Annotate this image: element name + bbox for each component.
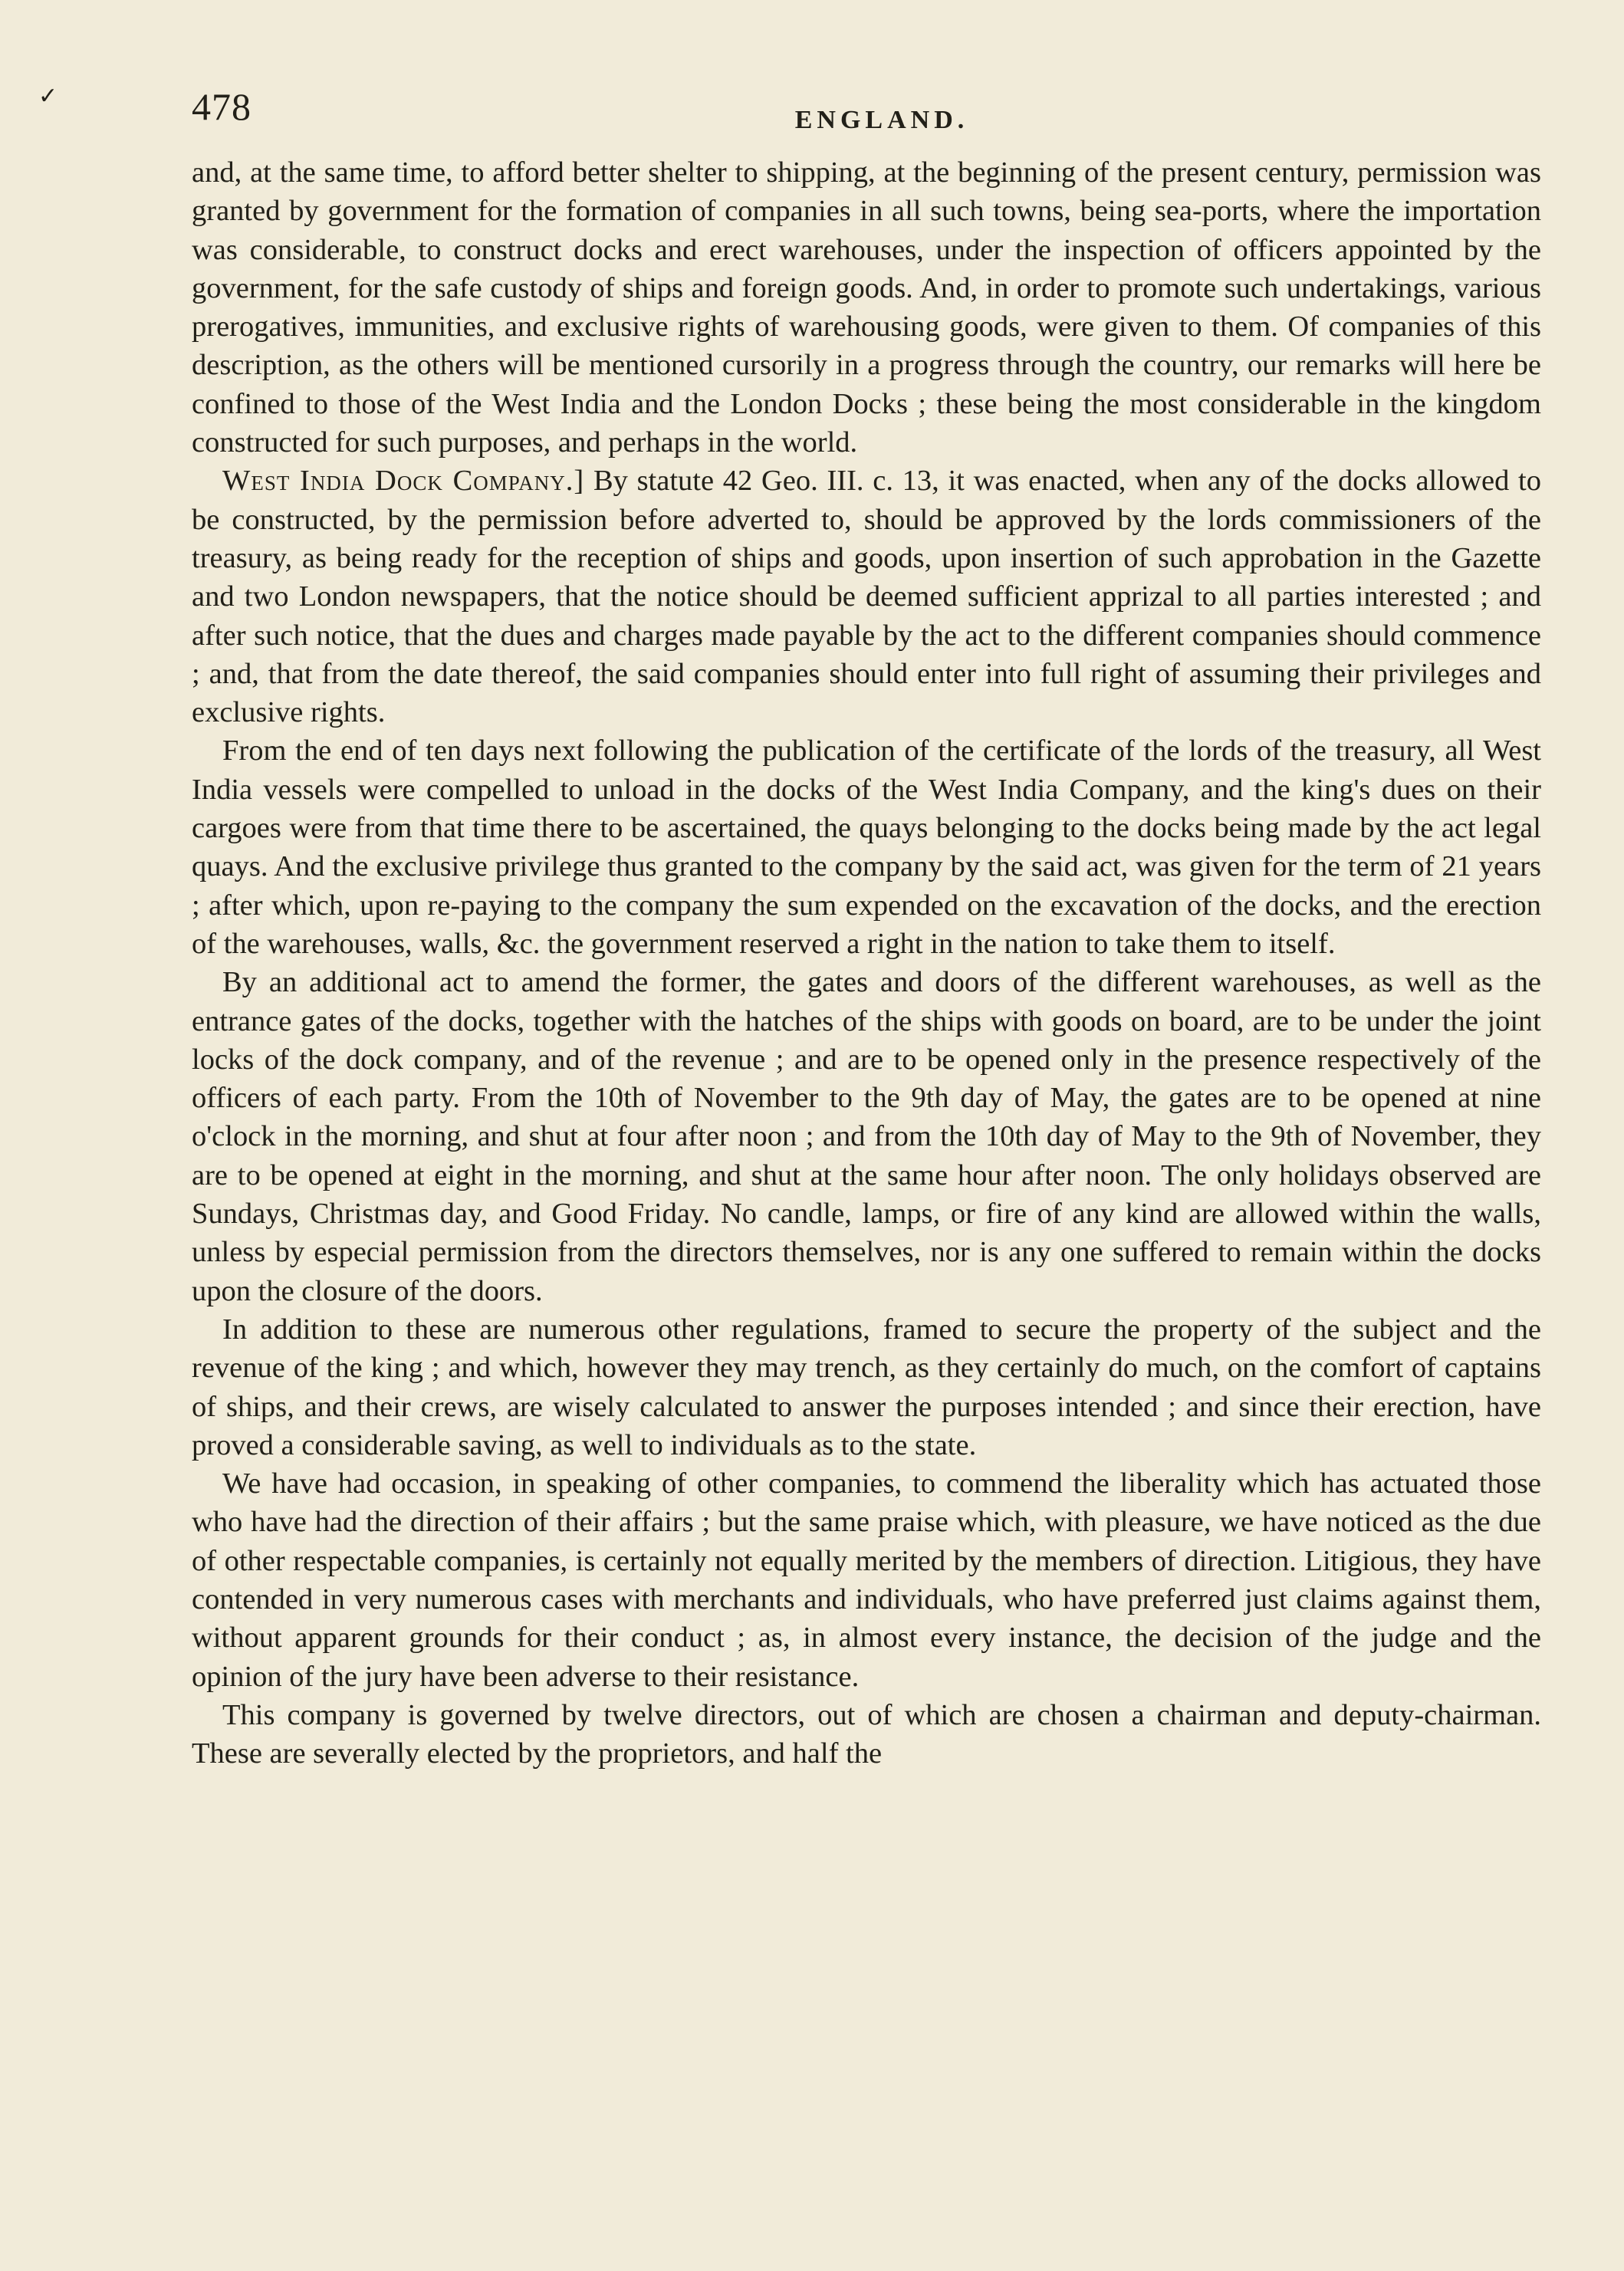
section-heading-west-india-dock-company: West India Dock Company.] xyxy=(222,465,585,498)
paragraph-3 xyxy=(192,731,1541,963)
paragraph-text: We have had occasion, in speaking of other companies, to commend the liberality which has actuated those who have had the direction of their affairs ; but the same praise which, with pleasure, we have noticed as the due of other respectable companies, is certainly not equally merited by the members of direction. Litigious, they have contended in very numerous cases with merchants and individuals, who have preferred just claims against them, without apparent grounds for their conduct ; as, in almost every instance, the decision of the judge and the opinion of the jury have been adverse to their resistance. xyxy=(192,1467,1541,1693)
running-title: ENGLAND. xyxy=(794,106,969,134)
paragraph-text: This company is governed by twelve directors, out of which are chosen a chairman and deputy-chairman. These are severally elected by the proprietors, and half the xyxy=(192,1698,1541,1770)
paragraph-2 xyxy=(192,462,1541,731)
margin-check-mark: ✓ xyxy=(38,84,58,109)
book-page xyxy=(38,84,1541,1773)
paragraph-text: From the end of ten days next following the publication of the certificate of the lords of the treasury, all West India vessels were compelled to unload in the docks of the West India Company, and the king's dues on their cargoes were from that time there to be ascertained, the quays belonging to the docks being made by the act legal quays. And the exclusive privilege thus granted to the company by the said act, was given for the term of 21 years ; after which, upon re-paying to the company the sum expended on the excavation of the docks, and the erection of the warehouses, walls, &c. the government reserved a right in the nation to take them to itself. xyxy=(192,735,1541,960)
paragraph-7 xyxy=(192,1696,1541,1773)
body-text xyxy=(192,153,1541,1773)
paragraph-4 xyxy=(192,963,1541,1310)
page-header xyxy=(38,84,1541,153)
page-number: 478 xyxy=(192,85,251,128)
paragraph-text: and, at the same time, to afford better shelter to shipping, at the beginning of the present century, permission was granted by government for the formation of companies in all such towns, being sea-ports, where the importation was considerable, to construct docks and erect warehouses, under the inspection of officers appointed by the government, for the safe custody of ships and foreign goods. And, in order to promote such undertakings, various prerogatives, immunities, and exclusive rights of warehousing goods, were given to them. Of companies of this description, as the others will be mentioned cursorily in a progress through the country, our remarks will here be confined to those of the West India and the London Docks ; these being the most considerable in the kingdom constructed for such purposes, and perhaps in the world. xyxy=(192,156,1541,459)
paragraph-5 xyxy=(192,1310,1541,1464)
paragraph-text: In addition to these are numerous other regulations, framed to secure the property of the subject and the revenue of the king ; and which, however they may trench, as they certainly do much, on the comfort of captains of ships, and their crews, are wisely calculated to answer the purposes intended ; and since their erection, have proved a considerable saving, as well to individuals as to the state. xyxy=(192,1313,1541,1461)
paragraph-1 xyxy=(192,153,1541,462)
paragraph-text: By statute 42 Geo. III. c. 13, it was enacted, when any of the docks allowed to be constructed, by the permission before adverted to, should be approved by the lords commissioners of the treasury, as being ready for the reception of ships and goods, upon insertion of such approbation in the Gazette and two London newspapers, that the notice should be deemed sufficient apprizal to all parties interested ; and after such notice, that the dues and charges made payable by the act to the different companies should commence ; and, that from the date thereof, the said companies should enter into full right of assuming their privileges and exclusive rights. xyxy=(192,465,1541,729)
paragraph-6 xyxy=(192,1464,1541,1696)
paragraph-text: By an additional act to amend the former, the gates and doors of the different warehouses, as well as the entrance gates of the docks, together with the hatches of the ships with goods on board, are to be under the joint locks of the dock company, and of the revenue ; and are to be opened only in the presence respectively of the officers of each party. From the 10th of November to the 9th day of May, the gates are to be opened at nine o'clock in the morning, and shut at four after noon ; and from the 10th day of May to the 9th of November, they are to be opened at eight in the morning, and shut at the same hour after noon. The only holidays observed are Sundays, Christmas day, and Good Friday. No candle, lamps, or fire of any kind are allowed within the walls, unless by especial permission from the directors themselves, nor is any one suffered to remain within the docks upon the closure of the doors. xyxy=(192,966,1541,1307)
